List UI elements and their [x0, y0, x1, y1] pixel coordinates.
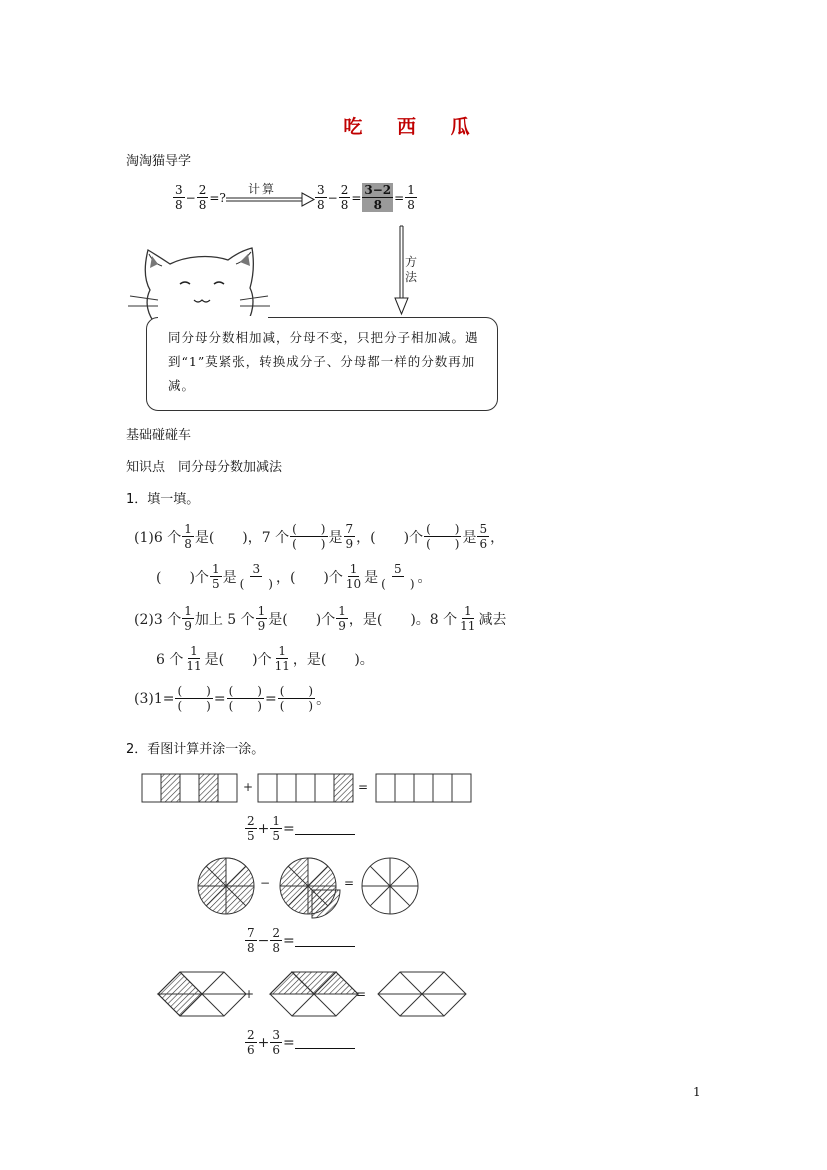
fraction: $\frac{2}{5}$ — [247, 814, 255, 843]
fraction: $\frac{2}{8}$ — [340, 183, 349, 212]
hexagon-figure — [156, 970, 468, 1020]
fraction: $\frac{7}{8}$ — [247, 926, 255, 955]
equals-sign: = — [358, 780, 369, 794]
fraction: $\frac{3}{8}$ — [175, 183, 183, 212]
fraction: $\frac{1}{5}$ — [272, 814, 281, 843]
page-number: 1 — [693, 1085, 701, 1099]
fraction: $\frac{2}{8}$ — [198, 183, 207, 212]
equals-sign: = — [356, 987, 367, 1001]
section-guide-heading: 淘淘猫导学 — [126, 154, 192, 169]
fraction: $\frac{1}{11}$ — [186, 644, 202, 673]
bar-result — [376, 774, 471, 802]
plus-sign: + — [243, 780, 254, 794]
cat-mascot-icon — [128, 246, 270, 326]
circle-a — [198, 858, 254, 914]
q1-part1-line1: (1)6 个 $\frac{1}{8}$ 是( )，7 个 $\frac{( )}{( )}$ 是 $\frac{7}{9}$ ，( )个 $\frac{( )}{( )}$ 是 $\frac{5}{6}$ ， — [134, 522, 505, 551]
answer-fraction-blank[interactable]: $\frac{( )}{( )}$ — [292, 522, 326, 551]
hexagon-result — [378, 972, 466, 1016]
answer-fraction-blank[interactable]: $\frac{3}{( )}$ — [239, 562, 273, 591]
circle-b — [280, 858, 340, 918]
answer-fraction-blank[interactable]: $\frac{( )}{( )}$ — [279, 684, 314, 713]
fraction: $\frac{1}{10}$ — [345, 562, 362, 591]
hexagon-b — [270, 972, 358, 1016]
fraction: $\frac{1}{5}$ — [211, 562, 220, 591]
fraction: $\frac{1}{11}$ — [460, 604, 476, 633]
q1-part2-line1: (2)3 个 $\frac{1}{9}$ 加上 5 个 $\frac{1}{9}$ 是( )个 $\frac{1}{9}$ ，是( )。8 个 $\frac{1}{11}$ 减去 — [134, 604, 507, 633]
circle-figure — [194, 854, 424, 920]
plus-sign: + — [244, 987, 255, 1001]
fraction: $\frac{2}{6}$ — [247, 1028, 255, 1057]
equals-sign: = — [344, 876, 355, 890]
answer-fraction-blank[interactable]: $\frac{( )}{( )}$ — [177, 684, 211, 713]
speech-bubble-gap — [146, 316, 276, 322]
section-basics-heading: 基础碰碰车 — [126, 428, 192, 443]
minus-sign: − — [260, 876, 271, 890]
guide-problem: $\frac{3}{8}$ − $\frac{2}{8}$ =? — [175, 183, 226, 212]
answer-line[interactable] — [295, 1036, 355, 1049]
q2-equation-3: $\frac{2}{6}$ + $\frac{3}{6}$ = — [244, 1028, 355, 1057]
hexagon-a — [158, 972, 246, 1016]
fraction: $\frac{2}{8}$ — [272, 926, 281, 955]
q1-part1-line2: ( )个 $\frac{1}{5}$ 是 $\frac{3}{( )}$ ，( )个 $\frac{1}{10}$ 是 $\frac{5}{( )}$ 。 — [156, 562, 432, 591]
answer-fraction-blank[interactable]: $\frac{5}{( )}$ — [381, 562, 415, 591]
q2-equation-2: $\frac{7}{8}$ − $\frac{2}{8}$ = — [244, 926, 355, 955]
fraction: $\frac{1}{11}$ — [274, 644, 290, 673]
fraction: $\frac{7}{9}$ — [345, 522, 354, 551]
answer-line[interactable] — [295, 822, 355, 835]
fraction: $\frac{3}{6}$ — [272, 1028, 281, 1057]
answer-fraction-blank[interactable]: $\frac{( )}{( )}$ — [426, 522, 460, 551]
fraction: $\frac{3}{8}$ — [317, 183, 325, 212]
page-title: 吃 西 瓜 — [343, 116, 484, 138]
q1-part2-line2: 6 个 $\frac{1}{11}$ 是( )个 $\frac{1}{11}$ ，是( )。 — [156, 644, 374, 673]
circle-result — [362, 858, 418, 914]
fraction: $\frac{1}{8}$ — [407, 183, 415, 212]
fraction: $\frac{1}{9}$ — [338, 604, 346, 633]
calc-label: 计算 — [248, 182, 277, 196]
answer-line[interactable] — [295, 934, 355, 947]
fraction: $\frac{1}{9}$ — [257, 604, 266, 633]
question-2-heading: 2．看图计算并涂一涂。 — [126, 742, 265, 757]
q1-part3: (3)1= $\frac{( )}{( )}$ = $\frac{( )}{( )}$ = $\frac{( )}{( )}$ 。 — [134, 684, 331, 713]
highlighted-fraction: $\frac{3-2}{8}$ — [364, 183, 392, 212]
question-1-heading: 1．填一填。 — [126, 492, 200, 507]
guide-solution: $\frac{3}{8}$ − $\frac{2}{8}$ = $\frac{3-2}{8}$ = $\frac{1}{8}$ — [317, 183, 415, 212]
fraction: $\frac{1}{9}$ — [184, 604, 192, 633]
bar-a — [142, 774, 237, 802]
method-label: 方法 — [405, 255, 418, 284]
fraction: $\frac{1}{8}$ — [184, 522, 192, 551]
bar-b — [258, 774, 353, 802]
section-knowledge-heading: 知识点 同分母分数加减法 — [126, 460, 283, 475]
fraction: $\frac{5}{6}$ — [479, 522, 488, 551]
answer-fraction-blank[interactable]: $\frac{( )}{( )}$ — [228, 684, 262, 713]
q2-equation-1: $\frac{2}{5}$ + $\frac{1}{5}$ = — [244, 814, 355, 843]
speech-text: 同分母分数相加减，分母不变，只把分子相加减。遇到“1”莫紧张，转换成分子、分母都一样的分数再加减。 — [168, 330, 479, 393]
rect-bars-figure — [140, 770, 480, 806]
